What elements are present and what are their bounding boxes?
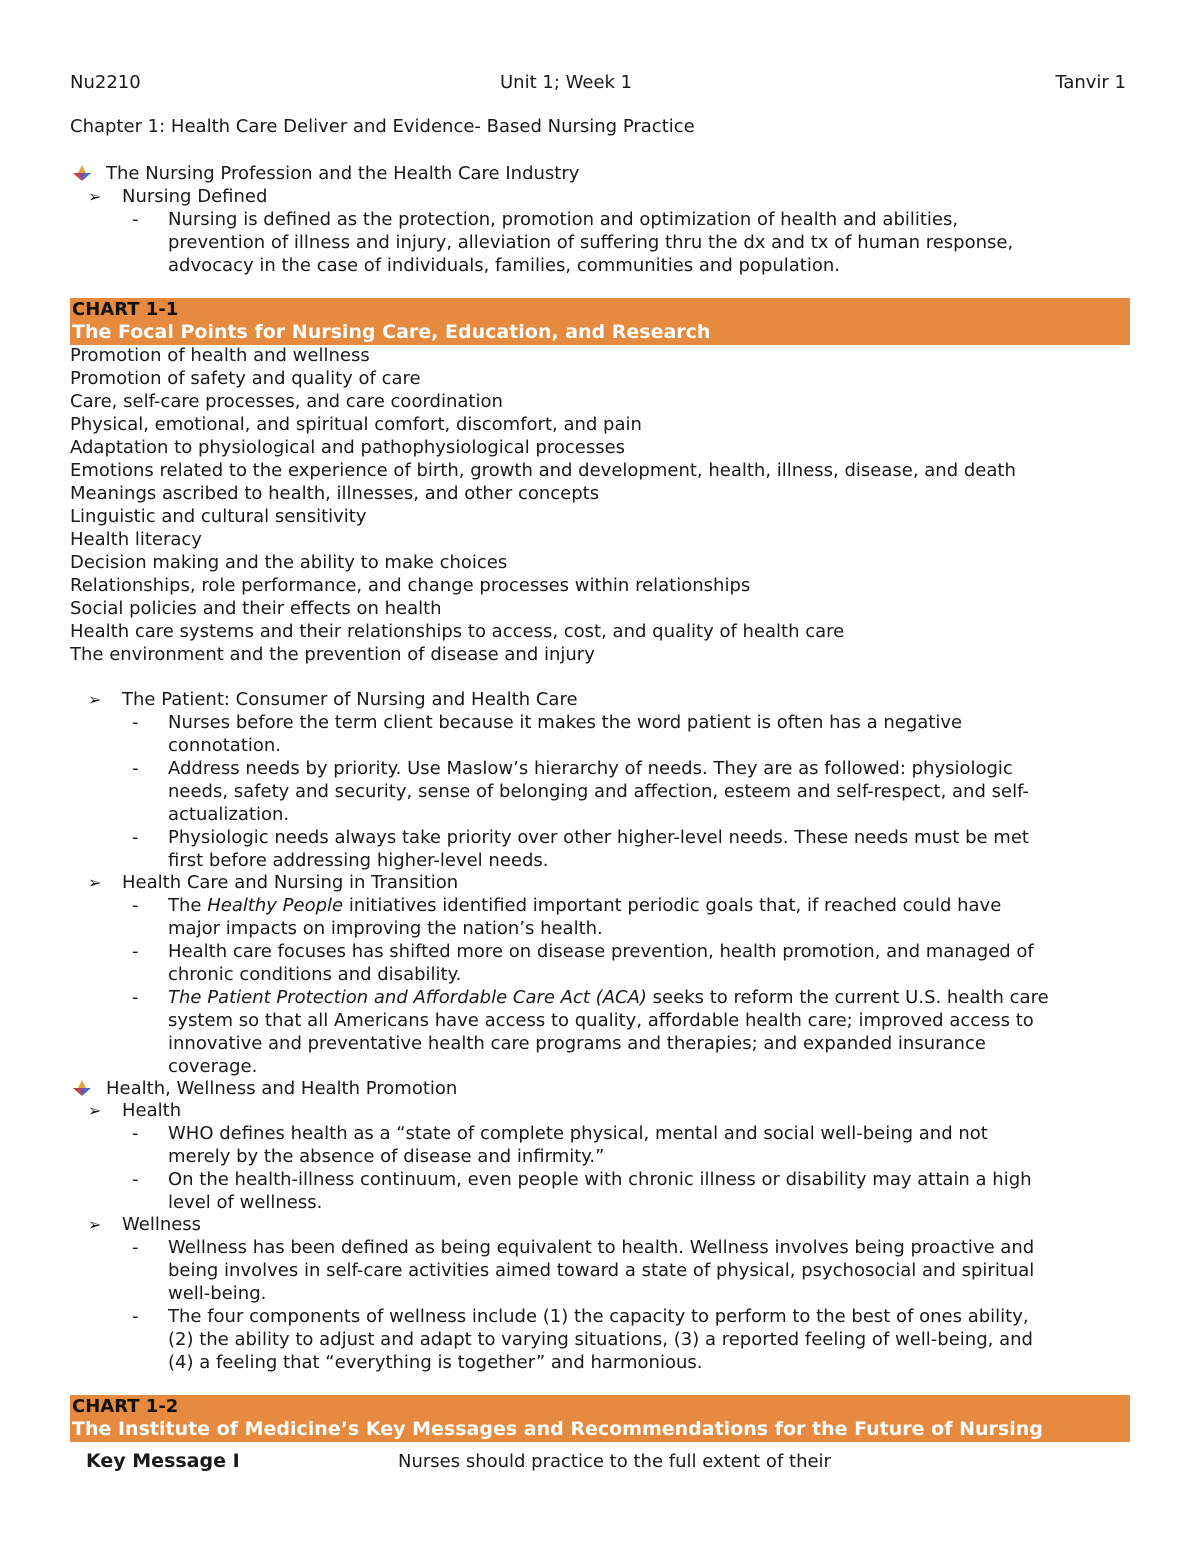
colored-diamond-bullet-icon bbox=[72, 1079, 92, 1097]
dash-bullet: - bbox=[132, 1169, 139, 1190]
chart-item: The environment and the prevention of disease and injury bbox=[70, 644, 595, 665]
chart-item: Linguistic and cultural sensitivity bbox=[70, 506, 367, 527]
chart-item: Promotion of safety and quality of care bbox=[70, 368, 421, 389]
dash-bullet: - bbox=[132, 1123, 139, 1144]
chart-title: The Institute of Medicine’s Key Messages and Recommendations for the Future of Nursing bbox=[72, 1418, 1043, 1440]
arrowhead-bullet-icon: ➢ bbox=[88, 873, 102, 892]
section-health-wellness: Health, Wellness and Health Promotion bbox=[106, 1077, 457, 1100]
chart-item: Care, self-care processes, and care coordination bbox=[70, 391, 503, 412]
chart-item: Health literacy bbox=[70, 529, 202, 550]
chart-title: The Focal Points for Nursing Care, Education, and Research bbox=[72, 321, 711, 343]
list-item-continued: merely by the absence of disease and infirmity.” bbox=[168, 1146, 605, 1167]
key-message-text: Nurses should practice to the full extent of their bbox=[398, 1451, 831, 1472]
list-item-continued: (4) a feeling that “everything is together” and harmonious. bbox=[168, 1352, 703, 1373]
list-item: - Address needs by priority. Use Maslow’s hierarchy of needs. They are as followed: physiologic bbox=[132, 758, 1013, 779]
list-item-continued: system so that all Americans have access to quality, affordable health care; improved access to bbox=[168, 1010, 1034, 1031]
chart-item: Health care systems and their relationships to access, cost, and quality of health care bbox=[70, 621, 845, 642]
list-item: - The four components of wellness include (1) the capacity to perform to the best of ones ability, bbox=[132, 1306, 1029, 1327]
list-item-continued: needs, safety and security, sense of belonging and affection, esteem and self-respect, and self- bbox=[168, 781, 1029, 802]
header-unit: Unit 1; Week 1 bbox=[500, 72, 633, 93]
list-item: - Physiologic needs always take priority over other higher-level needs. These needs must be met bbox=[132, 827, 1029, 848]
chart-1-2-band bbox=[70, 1395, 1130, 1442]
list-item: - WHO defines health as a “state of complete physical, mental and social well-being and not bbox=[132, 1123, 988, 1144]
chart-item: Social policies and their effects on health bbox=[70, 598, 442, 619]
list-item-continued: actualization. bbox=[168, 804, 290, 825]
section-nursing-profession: The Nursing Profession and the Health Care Industry bbox=[106, 162, 579, 185]
dash-bullet: - bbox=[132, 1306, 139, 1327]
list-item-continued: innovative and preventative health care programs and therapies; and expanded insurance bbox=[168, 1033, 986, 1054]
colored-diamond-bullet-icon bbox=[72, 164, 92, 182]
dash-bullet: - bbox=[132, 712, 139, 733]
list-item-continued: chronic conditions and disability. bbox=[168, 964, 462, 985]
page-header bbox=[70, 72, 1130, 96]
chart-number: CHART 1-1 bbox=[72, 299, 179, 320]
list-item-continued: major impacts on improving the nation’s health. bbox=[168, 918, 603, 939]
arrowhead-bullet-icon: ➢ bbox=[88, 1101, 102, 1120]
dash-bullet: - bbox=[132, 209, 139, 230]
arrowhead-bullet-icon: ➢ bbox=[88, 187, 102, 206]
key-message-label: Key Message I bbox=[86, 1450, 240, 1472]
header-page: Tanvir 1 bbox=[1055, 72, 1126, 93]
chart-number: CHART 1-2 bbox=[72, 1396, 179, 1417]
dash-bullet: - bbox=[132, 987, 139, 1008]
list-item: - On the health-illness continuum, even people with chronic illness or disability may attain a high bbox=[132, 1169, 1032, 1190]
list-item-continued: prevention of illness and injury, alleviation of suffering thru the dx and tx of human response, bbox=[168, 232, 1014, 253]
list-item-continued: connotation. bbox=[168, 735, 282, 756]
list-item-continued: coverage. bbox=[168, 1056, 258, 1077]
chart-item: Meanings ascribed to health, illnesses, and other concepts bbox=[70, 483, 600, 504]
chart-item: Decision making and the ability to make choices bbox=[70, 552, 508, 573]
chart-1-1-band bbox=[70, 298, 1130, 345]
dash-bullet: - bbox=[132, 827, 139, 848]
arrowhead-bullet-icon: ➢ bbox=[88, 1215, 102, 1234]
arrowhead-bullet-icon: ➢ bbox=[88, 690, 102, 709]
list-item-continued: advocacy in the case of individuals, families, communities and population. bbox=[168, 255, 840, 276]
list-item: - The Healthy People initiatives identified important periodic goals that, if reached could have bbox=[132, 895, 1002, 916]
chart-item: Adaptation to physiological and pathophysiological processes bbox=[70, 437, 626, 458]
dash-bullet: - bbox=[132, 758, 139, 779]
chart-item: Promotion of health and wellness bbox=[70, 345, 370, 366]
list-item-continued: level of wellness. bbox=[168, 1192, 323, 1213]
chapter-title: Chapter 1: Health Care Deliver and Evidence- Based Nursing Practice bbox=[70, 116, 695, 137]
list-item: - Nurses before the term client because it makes the word patient is often has a negative bbox=[132, 712, 963, 733]
list-item: - Wellness has been defined as being equivalent to health. Wellness involves being proactive and bbox=[132, 1237, 1035, 1258]
header-course: Nu2210 bbox=[70, 72, 141, 93]
dash-bullet: - bbox=[132, 1237, 139, 1258]
list-item: - Health care focuses has shifted more on disease prevention, health promotion, and managed of bbox=[132, 941, 1034, 962]
list-item-continued: well-being. bbox=[168, 1283, 267, 1304]
dash-bullet: - bbox=[132, 895, 139, 916]
list-item-continued: (2) the ability to adjust and adapt to varying situations, (3) a reported feeling of well-being, and bbox=[168, 1329, 1033, 1350]
list-item-continued: first before addressing higher-level needs. bbox=[168, 850, 549, 871]
dash-bullet: - bbox=[132, 941, 139, 962]
list-item-continued: being involves in self-care activities aimed toward a state of physical, psychosocial and spiritual bbox=[168, 1260, 1035, 1281]
chart-item: Relationships, role performance, and change processes within relationships bbox=[70, 575, 751, 596]
chart-item: Emotions related to the experience of birth, growth and development, health, illness, disease, and death bbox=[70, 460, 1016, 481]
chart-item: Physical, emotional, and spiritual comfort, discomfort, and pain bbox=[70, 414, 642, 435]
list-item: - The Patient Protection and Affordable Care Act (ACA) seeks to reform the current U.S. health care bbox=[132, 987, 1049, 1008]
list-item: - Nursing is defined as the protection, promotion and optimization of health and abilities, bbox=[132, 209, 959, 230]
